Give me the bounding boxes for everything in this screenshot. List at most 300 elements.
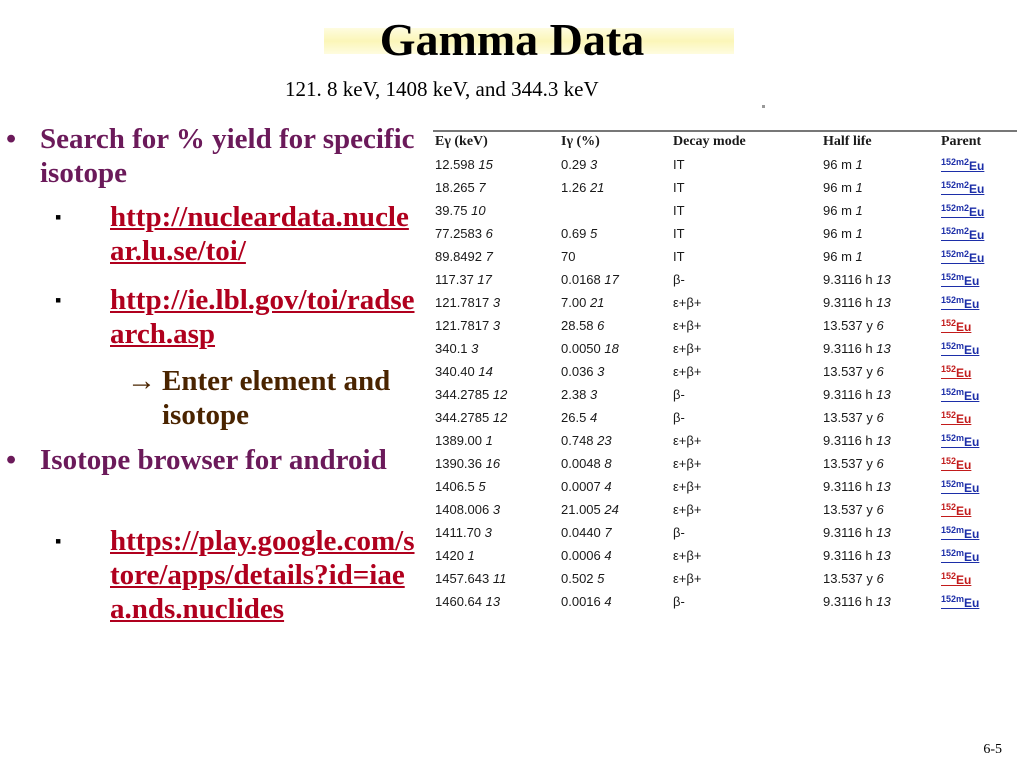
parent-element: Eu bbox=[964, 526, 980, 541]
intensity-uncertainty: 8 bbox=[604, 456, 612, 471]
intensity-value: 0.0168 bbox=[561, 272, 601, 287]
energy-value: 1457.643 bbox=[435, 571, 490, 586]
cell-intensity bbox=[561, 567, 673, 590]
cell-decay-mode bbox=[673, 452, 823, 475]
cell-parent bbox=[941, 475, 1017, 498]
table-row bbox=[433, 475, 1017, 498]
table-body bbox=[433, 153, 1017, 613]
cell-decay-mode bbox=[673, 590, 823, 613]
cell-half-life bbox=[823, 245, 941, 268]
energy-uncertainty: 15 bbox=[478, 157, 493, 172]
cell-energy bbox=[433, 383, 561, 406]
intensity-uncertainty: 4 bbox=[589, 410, 598, 425]
table-row bbox=[433, 360, 1017, 383]
half-life-uncertainty: 1 bbox=[855, 157, 863, 172]
decay-mode-value: β- bbox=[673, 525, 685, 540]
table-row bbox=[433, 429, 1017, 452]
parent-mass: 152m bbox=[941, 386, 965, 397]
half-life-value: 13.537 y bbox=[823, 364, 873, 379]
cell-energy bbox=[433, 337, 561, 360]
half-life-uncertainty: 1 bbox=[855, 180, 863, 195]
intensity-uncertainty: 7 bbox=[604, 525, 612, 540]
intensity-uncertainty: 4 bbox=[604, 479, 612, 494]
parent-link[interactable] bbox=[941, 409, 972, 426]
decay-mode-value: β- bbox=[673, 410, 685, 425]
cell-half-life bbox=[823, 153, 941, 176]
cell-parent bbox=[941, 521, 1017, 544]
energy-uncertainty: 12 bbox=[492, 410, 508, 425]
energy-uncertainty: 11 bbox=[492, 571, 507, 586]
parent-element: Eu bbox=[964, 434, 980, 449]
table-row bbox=[433, 291, 1017, 314]
table-row bbox=[433, 222, 1017, 245]
half-life-uncertainty: 13 bbox=[876, 594, 891, 609]
col-decay-mode: Decay mode bbox=[673, 131, 823, 153]
intensity-value: 21.005 bbox=[561, 502, 601, 517]
cell-intensity bbox=[561, 406, 673, 429]
bullet-isotope-browser bbox=[6, 443, 420, 477]
bullet-search-yield bbox=[6, 122, 420, 190]
energy-uncertainty: 3 bbox=[492, 295, 501, 310]
parent-link[interactable] bbox=[941, 179, 985, 196]
intensity-uncertainty: 3 bbox=[597, 364, 605, 379]
page-number: 6-5 bbox=[983, 742, 1002, 757]
intensity-uncertainty: 18 bbox=[604, 341, 619, 356]
decay-mode-value: ε+β+ bbox=[673, 295, 702, 310]
intensity-uncertainty: 21 bbox=[589, 295, 605, 310]
cell-decay-mode bbox=[673, 475, 823, 498]
cell-decay-mode bbox=[673, 291, 823, 314]
half-life-uncertainty: 13 bbox=[876, 433, 891, 448]
energy-uncertainty: 1 bbox=[485, 433, 493, 448]
intensity-value: 0.0440 bbox=[561, 525, 601, 540]
half-life-uncertainty: 13 bbox=[876, 548, 891, 563]
energy-value: 89.8492 bbox=[435, 249, 482, 264]
energy-value: 1420 bbox=[435, 548, 464, 563]
cell-parent bbox=[941, 222, 1017, 245]
gamma-table bbox=[433, 130, 1017, 613]
bullet-dot-icon: • bbox=[6, 444, 17, 476]
energy-value: 18.265 bbox=[435, 180, 475, 195]
cell-half-life bbox=[823, 475, 941, 498]
half-life-value: 9.3116 h bbox=[823, 594, 873, 609]
cell-half-life bbox=[823, 360, 941, 383]
table-row bbox=[433, 176, 1017, 199]
cell-intensity bbox=[561, 245, 673, 268]
parent-link[interactable] bbox=[941, 455, 972, 472]
energy-value: 344.2785 bbox=[435, 387, 490, 402]
energy-uncertainty: 3 bbox=[492, 318, 501, 333]
parent-link[interactable] bbox=[941, 294, 980, 311]
cell-half-life bbox=[823, 383, 941, 406]
parent-mass: 152m2 bbox=[941, 156, 970, 167]
half-life-uncertainty: 13 bbox=[876, 479, 891, 494]
table-row bbox=[433, 314, 1017, 337]
cell-energy bbox=[433, 199, 561, 222]
parent-mass: 152 bbox=[941, 570, 957, 581]
parent-element: Eu bbox=[956, 572, 972, 587]
cell-parent bbox=[941, 544, 1017, 567]
half-life-uncertainty: 13 bbox=[876, 525, 891, 540]
half-life-value: 9.3116 h bbox=[823, 295, 873, 310]
energy-value: 39.75 bbox=[435, 203, 468, 218]
half-life-value: 96 m bbox=[823, 249, 852, 264]
energy-value: 121.7817 bbox=[435, 295, 490, 310]
parent-mass: 152m bbox=[941, 478, 965, 489]
cell-half-life bbox=[823, 544, 941, 567]
decay-mode-value: IT bbox=[673, 203, 685, 218]
table-row bbox=[433, 567, 1017, 590]
sub-sub-text: Enter element and isotope bbox=[162, 365, 391, 431]
table-row bbox=[433, 337, 1017, 360]
sub-bullet-link-lbl bbox=[55, 283, 420, 351]
decay-mode-value: ε+β+ bbox=[673, 571, 702, 586]
table-row bbox=[433, 452, 1017, 475]
parent-mass: 152m bbox=[941, 593, 965, 604]
parent-element: Eu bbox=[969, 227, 985, 242]
cell-decay-mode bbox=[673, 199, 823, 222]
parent-mass: 152m bbox=[941, 547, 965, 558]
energy-value: 340.40 bbox=[435, 364, 475, 379]
intensity-value: 0.036 bbox=[561, 364, 594, 379]
energy-uncertainty: 10 bbox=[471, 203, 486, 218]
cell-decay-mode bbox=[673, 337, 823, 360]
energy-uncertainty: 5 bbox=[478, 479, 486, 494]
parent-element: Eu bbox=[964, 273, 980, 288]
square-bullet-icon: ▪ bbox=[55, 207, 62, 227]
intensity-uncertainty: 3 bbox=[589, 157, 598, 172]
energy-value: 344.2785 bbox=[435, 410, 490, 425]
parent-element: Eu bbox=[969, 181, 985, 196]
intensity-value: 0.0048 bbox=[561, 456, 601, 471]
cell-intensity bbox=[561, 590, 673, 613]
cell-decay-mode bbox=[673, 222, 823, 245]
col-half-life: Half life bbox=[823, 131, 941, 153]
energy-value: 1408.006 bbox=[435, 502, 490, 517]
half-life-value: 13.537 y bbox=[823, 502, 873, 517]
half-life-value: 96 m bbox=[823, 203, 852, 218]
half-life-value: 13.537 y bbox=[823, 571, 873, 586]
intensity-uncertainty: 6 bbox=[597, 318, 605, 333]
intensity-uncertainty: 3 bbox=[589, 387, 598, 402]
cell-energy bbox=[433, 567, 561, 590]
half-life-value: 9.3116 h bbox=[823, 479, 873, 494]
square-bullet-icon: ▪ bbox=[55, 290, 62, 310]
half-life-value: 9.3116 h bbox=[823, 548, 873, 563]
energy-uncertainty: 17 bbox=[477, 272, 492, 287]
cell-decay-mode bbox=[673, 521, 823, 544]
half-life-value: 13.537 y bbox=[823, 410, 873, 425]
parent-element: Eu bbox=[956, 503, 972, 518]
cell-half-life bbox=[823, 567, 941, 590]
cell-energy bbox=[433, 245, 561, 268]
cell-decay-mode bbox=[673, 268, 823, 291]
parent-element: Eu bbox=[964, 388, 980, 403]
cell-half-life bbox=[823, 199, 941, 222]
half-life-value: 13.537 y bbox=[823, 318, 873, 333]
cell-decay-mode bbox=[673, 498, 823, 521]
half-life-uncertainty: 13 bbox=[876, 272, 891, 287]
energy-uncertainty: 3 bbox=[471, 341, 479, 356]
parent-mass: 152m bbox=[941, 271, 965, 282]
parent-link[interactable] bbox=[941, 156, 985, 173]
half-life-uncertainty: 6 bbox=[876, 456, 884, 471]
decay-mode-value: IT bbox=[673, 249, 685, 264]
parent-element: Eu bbox=[964, 595, 980, 610]
table-row bbox=[433, 268, 1017, 291]
parent-link[interactable] bbox=[941, 202, 985, 219]
parent-element: Eu bbox=[956, 365, 972, 380]
decay-mode-value: ε+β+ bbox=[673, 364, 702, 379]
energy-value: 1390.36 bbox=[435, 456, 482, 471]
cell-half-life bbox=[823, 590, 941, 613]
col-energy: Eγ (keV) bbox=[433, 131, 561, 153]
cell-energy bbox=[433, 475, 561, 498]
parent-link[interactable] bbox=[941, 547, 980, 564]
intensity-value: 0.748 bbox=[561, 433, 594, 448]
parent-link[interactable] bbox=[941, 432, 980, 449]
cell-energy bbox=[433, 498, 561, 521]
cell-intensity bbox=[561, 314, 673, 337]
energy-value: 1406.5 bbox=[435, 479, 475, 494]
parent-link[interactable] bbox=[941, 271, 980, 288]
parent-element: Eu bbox=[964, 342, 980, 357]
sub-bullet-link-play bbox=[55, 524, 420, 626]
parent-mass: 152 bbox=[941, 455, 957, 466]
cell-intensity bbox=[561, 544, 673, 567]
decay-mode-value: ε+β+ bbox=[673, 479, 702, 494]
half-life-value: 96 m bbox=[823, 180, 852, 195]
decay-mode-value: ε+β+ bbox=[673, 341, 702, 356]
parent-element: Eu bbox=[964, 480, 980, 495]
link-nucleardata[interactable]: http://nucleardata.nuclear.lu.se/toi/ bbox=[110, 201, 409, 267]
decay-mode-value: ε+β+ bbox=[673, 433, 702, 448]
table-row bbox=[433, 153, 1017, 176]
cell-energy bbox=[433, 360, 561, 383]
half-life-uncertainty: 1 bbox=[855, 226, 863, 241]
parent-link[interactable] bbox=[941, 248, 985, 265]
intensity-value: 0.29 bbox=[561, 157, 587, 172]
half-life-value: 9.3116 h bbox=[823, 433, 873, 448]
decay-mode-value: β- bbox=[673, 272, 685, 287]
cell-half-life bbox=[823, 521, 941, 544]
parent-mass: 152m2 bbox=[941, 248, 970, 259]
cell-energy bbox=[433, 268, 561, 291]
cell-decay-mode bbox=[673, 406, 823, 429]
half-life-uncertainty: 6 bbox=[876, 364, 884, 379]
intensity-value: 0.502 bbox=[561, 571, 594, 586]
energy-value: 340.1 bbox=[435, 341, 468, 356]
half-life-uncertainty: 1 bbox=[855, 249, 863, 264]
intensity-uncertainty: 17 bbox=[604, 272, 619, 287]
intensity-value: 2.38 bbox=[561, 387, 587, 402]
energy-uncertainty: 1 bbox=[467, 548, 475, 563]
intensity-value: 26.5 bbox=[561, 410, 587, 425]
bullet-text: Isotope browser for android bbox=[40, 444, 387, 476]
cell-parent bbox=[941, 314, 1017, 337]
decay-mode-value: ε+β+ bbox=[673, 502, 702, 517]
energy-uncertainty: 12 bbox=[492, 387, 508, 402]
half-life-uncertainty: 13 bbox=[876, 387, 891, 402]
table-header-row bbox=[433, 131, 1017, 153]
cell-intensity bbox=[561, 153, 673, 176]
table-row bbox=[433, 199, 1017, 222]
half-life-uncertainty: 13 bbox=[876, 295, 891, 310]
parent-link[interactable] bbox=[941, 593, 980, 610]
cell-parent bbox=[941, 406, 1017, 429]
cell-half-life bbox=[823, 498, 941, 521]
decay-mode-value: ε+β+ bbox=[673, 318, 702, 333]
energy-value: 12.598 bbox=[435, 157, 475, 172]
cell-energy bbox=[433, 590, 561, 613]
cell-energy bbox=[433, 521, 561, 544]
cell-intensity bbox=[561, 360, 673, 383]
cell-intensity bbox=[561, 222, 673, 245]
cell-intensity bbox=[561, 268, 673, 291]
table-row bbox=[433, 245, 1017, 268]
parent-element: Eu bbox=[969, 158, 985, 173]
cell-half-life bbox=[823, 268, 941, 291]
cell-parent bbox=[941, 383, 1017, 406]
cell-intensity bbox=[561, 521, 673, 544]
table-row bbox=[433, 544, 1017, 567]
cell-intensity bbox=[561, 199, 673, 222]
cell-energy bbox=[433, 176, 561, 199]
intensity-uncertainty: 5 bbox=[597, 571, 605, 586]
energy-uncertainty: 3 bbox=[492, 502, 501, 517]
cell-half-life bbox=[823, 291, 941, 314]
cell-decay-mode bbox=[673, 429, 823, 452]
cell-half-life bbox=[823, 429, 941, 452]
parent-mass: 152m2 bbox=[941, 179, 970, 190]
parent-link[interactable] bbox=[941, 524, 980, 541]
decay-mode-value: IT bbox=[673, 180, 685, 195]
energy-value: 1389.00 bbox=[435, 433, 482, 448]
cell-parent bbox=[941, 567, 1017, 590]
parent-mass: 152 bbox=[941, 317, 957, 328]
intensity-value: 0.0006 bbox=[561, 548, 601, 563]
cell-energy bbox=[433, 429, 561, 452]
intensity-value: 70 bbox=[561, 249, 576, 264]
energy-uncertainty: 16 bbox=[485, 456, 501, 471]
decay-mode-value: ε+β+ bbox=[673, 548, 702, 563]
intensity-value: 1.26 bbox=[561, 180, 587, 195]
decay-mode-value: β- bbox=[673, 594, 685, 609]
energy-uncertainty: 13 bbox=[485, 594, 501, 609]
parent-mass: 152 bbox=[941, 409, 957, 420]
slide-subtitle: 121. 8 keV, 1408 keV, and 344.3 keV bbox=[285, 77, 599, 101]
parent-link[interactable] bbox=[941, 363, 972, 380]
cell-parent bbox=[941, 153, 1017, 176]
sub-bullet-link-toi bbox=[55, 200, 420, 268]
sub-sub-bullet-enter bbox=[127, 364, 417, 432]
cell-intensity bbox=[561, 383, 673, 406]
half-life-value: 13.537 y bbox=[823, 456, 873, 471]
parent-mass: 152 bbox=[941, 501, 957, 512]
link-lbl-radsearch[interactable]: http://ie.lbl.gov/toi/radsearch.asp bbox=[110, 284, 415, 350]
energy-uncertainty: 7 bbox=[478, 180, 486, 195]
link-google-play[interactable]: https://play.google.com/store/apps/details?id=iaea.nds.nuclides bbox=[110, 525, 415, 625]
intensity-value: 0.0016 bbox=[561, 594, 601, 609]
cell-energy bbox=[433, 452, 561, 475]
energy-value: 117.37 bbox=[435, 272, 474, 287]
parent-element: Eu bbox=[969, 250, 985, 265]
cell-decay-mode bbox=[673, 245, 823, 268]
cell-energy bbox=[433, 314, 561, 337]
cell-decay-mode bbox=[673, 153, 823, 176]
parent-link[interactable] bbox=[941, 386, 980, 403]
half-life-value: 96 m bbox=[823, 157, 852, 172]
half-life-uncertainty: 6 bbox=[876, 410, 884, 425]
cell-energy bbox=[433, 291, 561, 314]
parent-element: Eu bbox=[969, 204, 985, 219]
stray-mark bbox=[762, 105, 765, 108]
decay-mode-value: IT bbox=[673, 226, 685, 241]
cell-parent bbox=[941, 176, 1017, 199]
square-bullet-icon: ▪ bbox=[55, 531, 62, 551]
half-life-uncertainty: 1 bbox=[855, 203, 863, 218]
parent-mass: 152m2 bbox=[941, 225, 970, 236]
half-life-value: 9.3116 h bbox=[823, 387, 873, 402]
parent-link[interactable] bbox=[941, 570, 972, 587]
arrow-right-icon: → bbox=[127, 365, 156, 397]
parent-element: Eu bbox=[964, 296, 980, 311]
cell-parent bbox=[941, 498, 1017, 521]
parent-mass: 152m bbox=[941, 294, 965, 305]
intensity-value: 0.0007 bbox=[561, 479, 601, 494]
parent-mass: 152 bbox=[941, 363, 957, 374]
cell-decay-mode bbox=[673, 314, 823, 337]
intensity-uncertainty: 24 bbox=[604, 502, 619, 517]
cell-decay-mode bbox=[673, 544, 823, 567]
parent-element: Eu bbox=[964, 549, 980, 564]
parent-element: Eu bbox=[956, 319, 972, 334]
intensity-value: 0.69 bbox=[561, 226, 587, 241]
decay-mode-value: β- bbox=[673, 387, 685, 402]
bullet-dot-icon: • bbox=[6, 123, 17, 155]
table-row bbox=[433, 383, 1017, 406]
energy-uncertainty: 14 bbox=[478, 364, 493, 379]
energy-uncertainty: 7 bbox=[485, 249, 493, 264]
cell-decay-mode bbox=[673, 360, 823, 383]
intensity-uncertainty: 21 bbox=[589, 180, 605, 195]
parent-link[interactable] bbox=[941, 317, 972, 334]
parent-link[interactable] bbox=[941, 340, 980, 357]
half-life-value: 9.3116 h bbox=[823, 341, 873, 356]
cell-parent bbox=[941, 360, 1017, 383]
half-life-value: 96 m bbox=[823, 226, 852, 241]
cell-intensity bbox=[561, 429, 673, 452]
half-life-uncertainty: 6 bbox=[876, 502, 884, 517]
cell-parent bbox=[941, 590, 1017, 613]
parent-link[interactable] bbox=[941, 225, 985, 242]
parent-link[interactable] bbox=[941, 501, 972, 518]
intensity-value: 0.0050 bbox=[561, 341, 601, 356]
intensity-value: 7.00 bbox=[561, 295, 587, 310]
decay-mode-value: ε+β+ bbox=[673, 456, 702, 471]
cell-intensity bbox=[561, 176, 673, 199]
intensity-value: 28.58 bbox=[561, 318, 594, 333]
energy-value: 121.7817 bbox=[435, 318, 490, 333]
cell-decay-mode bbox=[673, 176, 823, 199]
table-row bbox=[433, 590, 1017, 613]
parent-link[interactable] bbox=[941, 478, 980, 495]
cell-intensity bbox=[561, 452, 673, 475]
parent-mass: 152m bbox=[941, 340, 965, 351]
table-row bbox=[433, 521, 1017, 544]
cell-parent bbox=[941, 337, 1017, 360]
bullet-text: Search for % yield for specific isotope bbox=[40, 123, 415, 189]
